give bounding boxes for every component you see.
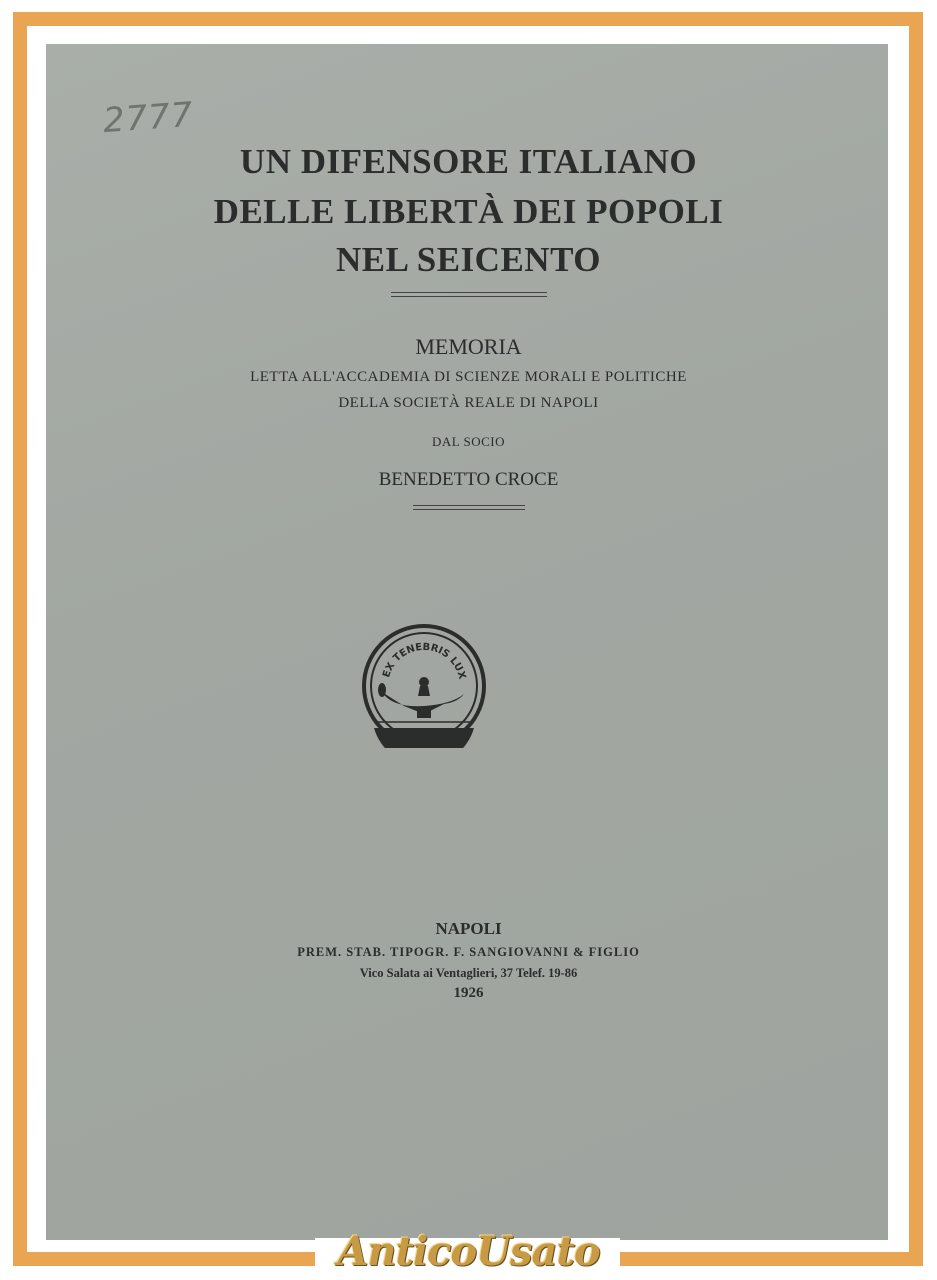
title-line-1: UN DIFENSORE ITALIANO: [239, 142, 698, 181]
title-line-3: NEL SEICENTO: [335, 240, 602, 279]
publisher-address: Vico Salata ai Ventaglieri, 37 Telef. 19-86: [359, 966, 578, 980]
subtitle: MEMORIA: [415, 334, 522, 359]
publication-year: 1926: [453, 985, 484, 1001]
anticousato-logo: AnticoUsato: [337, 1228, 600, 1275]
author-rule: [413, 505, 525, 510]
subtitle-line-2: DELLA SOCIETÀ REALE DI NAPOLI: [338, 395, 599, 411]
title-line-2: DELLE LIBERTÀ DEI POPOLI: [213, 192, 724, 231]
publisher-seal: [362, 624, 486, 748]
subtitle-line-1: LETTA ALL'ACCADEMIA DI SCIENZE MORALI E POLITICHE: [250, 369, 687, 385]
handwritten-number: 2777: [101, 94, 195, 142]
publisher-printer: PREM. STAB. TIPOGR. F. SANGIOVANNI & FIGLIO: [297, 945, 640, 959]
publisher-city: NAPOLI: [435, 919, 502, 938]
by-label: DAL SOCIO: [432, 434, 505, 449]
author: BENEDETTO CROCE: [378, 469, 559, 490]
seal-motto: EX TENEBRIS LUX: [381, 641, 468, 681]
title-rule: [391, 292, 547, 297]
